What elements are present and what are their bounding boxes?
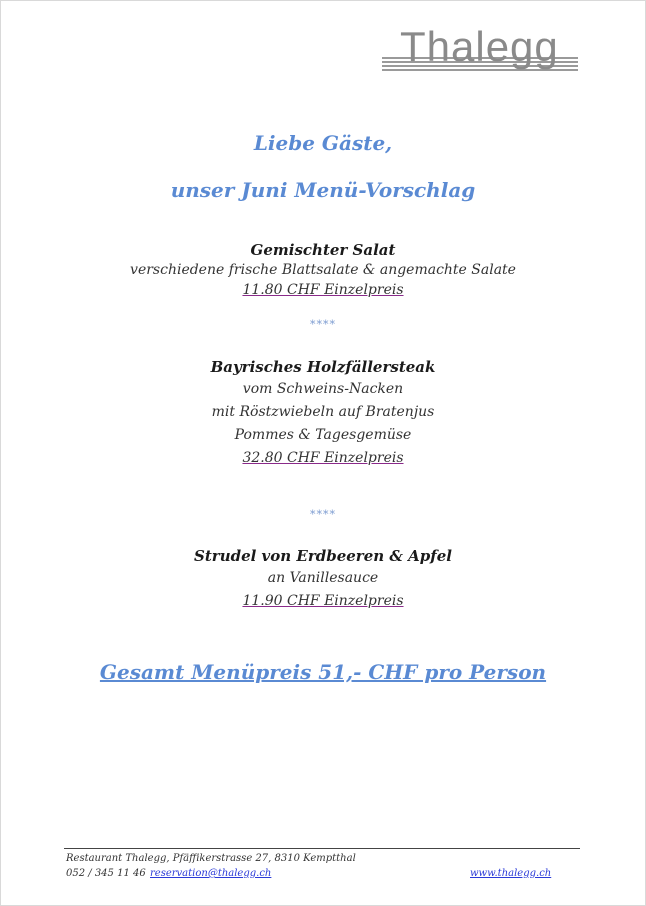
footer-phone: 052 / 345 11 46: [66, 868, 146, 879]
course-2-line-3: Pommes & Tagesgemüse: [234, 427, 412, 443]
course-1-title: Gemischter Salat: [250, 241, 396, 259]
course-3-price: 11.90 CHF Einzelpreis: [242, 593, 404, 609]
course-1-line-1: verschiedene frische Blattsalate & angemachte Salate: [130, 262, 516, 278]
total-price: Gesamt Menüpreis 51,- CHF pro Person: [99, 660, 547, 684]
separator-2: ****: [310, 508, 336, 521]
subtitle-heading: unser Juni Menü-Vorschlag: [170, 178, 476, 202]
course-3-title: Strudel von Erdbeeren & Apfel: [194, 547, 452, 565]
course-3-line-1: an Vanillesauce: [267, 570, 379, 586]
course-2-title: Bayrisches Holzfällersteak: [210, 358, 436, 376]
course-1-price: 11.80 CHF Einzelpreis: [242, 282, 404, 298]
logo-text: Thalegg: [400, 23, 559, 70]
footer-website-link[interactable]: www.thalegg.ch: [470, 868, 552, 879]
course-2-price: 32.80 CHF Einzelpreis: [242, 450, 404, 466]
thalegg-logo: [382, 24, 582, 76]
greeting-heading: Liebe Gäste,: [253, 131, 393, 155]
footer-address: Restaurant Thalegg, Pfäffikerstrasse 27, 8310 Kemptthal: [66, 853, 356, 864]
footer-divider: [64, 848, 580, 849]
separator-1: ****: [310, 318, 336, 331]
course-2-line-2: mit Röstzwiebeln auf Bratenjus: [211, 404, 435, 420]
footer-email-link[interactable]: reservation@thalegg.ch: [150, 868, 272, 879]
course-2-line-1: vom Schweins-Nacken: [242, 381, 404, 397]
